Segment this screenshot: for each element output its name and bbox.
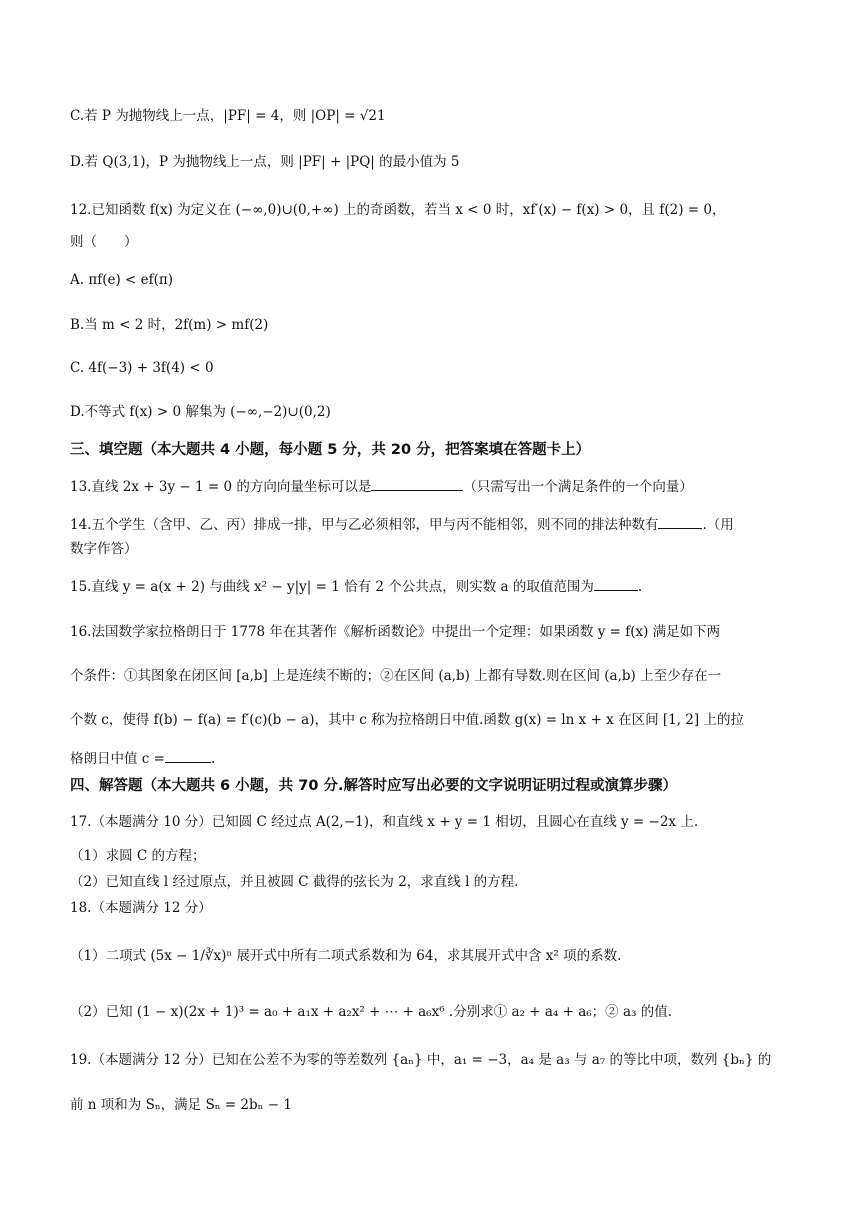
option-12c: C. 4f(−3) + 3f(4) < 0 bbox=[70, 360, 214, 376]
option-11d: D.若 Q(3,1)，P 为抛物线上一点，则 |PF| + |PQ| 的最小值为 5 bbox=[70, 154, 460, 170]
question-13: 13.直线 2x + 3y − 1 = 0 的方向向量坐标可以是 （只需写出一个满足条件的一个向量） bbox=[70, 476, 800, 497]
question-19-line2: 前 n 项和为 Sₙ，满足 Sₙ = 2bₙ − 1 bbox=[70, 1097, 292, 1113]
option-12b: B.当 m < 2 时，2f(m) > mf(2) bbox=[70, 317, 269, 333]
section-solution-heading: 四、解答题（本大题共 6 小题，共 70 分.解答时应写出必要的文字说明证明过程或演算步骤） bbox=[70, 778, 677, 794]
answer-blank bbox=[371, 476, 463, 491]
question-12-tail: 则（ ） bbox=[70, 234, 138, 250]
answer-blank bbox=[165, 748, 211, 763]
option-11c: C.若 P 为抛物线上一点，|PF| = 4，则 |OP| = √21 bbox=[70, 108, 386, 124]
option-12a: A. πf(e) < ef(π) bbox=[70, 272, 174, 288]
question-15: 15.直线 y = a(x + 2) 与曲线 x² − y|y| = 1 恰有 2 个公共点，则实数 a 的取值范围为 . bbox=[70, 576, 800, 597]
question-18: 18.（本题满分 12 分） bbox=[70, 900, 212, 916]
question-18-part1: （1）二项式 (5x − 1/∛x)ⁿ 展开式中所有二项式系数和为 64，求其展开式中含 x² 项的系数. bbox=[70, 948, 622, 964]
question-17-part1: （1）求圆 C 的方程； bbox=[70, 848, 206, 864]
question-19: 19.（本题满分 12 分）已知在公差不为零的等差数列 {aₙ} 中，a₁ = −3，a₄ 是 a₃ 与 a₇ 的等比中项，数列 {bₙ} 的 bbox=[70, 1052, 772, 1068]
answer-blank bbox=[658, 514, 702, 529]
question-16-line3: 个数 c，使得 f(b) − f(a) = f′(c)(b − a)，其中 c 称为拉格朗日中值.函数 g(x) = ln x + x 在区间 [1, 2] 上的拉 bbox=[70, 712, 744, 728]
section-fill-blank-heading: 三、填空题（本大题共 4 小题，每小题 5 分，共 20 分，把答案填在答题卡上） bbox=[70, 442, 591, 458]
question-18-part2: （2）已知 (1 − x)(2x + 1)³ = a₀ + a₁x + a₂x² + ⋯ + a₆x⁶ .分别求① a₂ + a₄ + a₆；② a₃ 的值. bbox=[70, 1004, 672, 1020]
question-16-line4: 格朗日中值 c = . bbox=[70, 748, 800, 769]
question-17: 17.（本题满分 10 分）已知圆 C 经过点 A(2,−1)，和直线 x + y = 1 相切，且圆心在直线 y = −2x 上. bbox=[70, 814, 699, 830]
answer-blank bbox=[594, 576, 638, 591]
question-14-tail: 数字作答） bbox=[70, 541, 138, 557]
option-12d: D.不等式 f(x) > 0 解集为 (−∞,−2)∪(0,2) bbox=[70, 404, 331, 420]
question-17-part2: （2）已知直线 l 经过原点，并且被圆 C 截得的弦长为 2，求直线 l 的方程. bbox=[70, 874, 519, 890]
question-16-line2: 个条件：①其图象在闭区间 [a,b] 上是连续不断的；②在区间 (a,b) 上都有导数.则在区间 (a,b) 上至少存在一 bbox=[70, 668, 722, 684]
question-16: 16.法国数学家拉格朗日于 1778 年在其著作《解析函数论》中提出一个定理：如果函数 y = f(x) 满足如下两 bbox=[70, 624, 721, 640]
question-14: 14.五个学生（含甲、乙、丙）排成一排，甲与乙必须相邻，甲与丙不能相邻，则不同的排法种数有 .（用 bbox=[70, 514, 800, 535]
question-12: 12.已知函数 f(x) 为定义在 (−∞,0)∪(0,+∞) 上的奇函数，若当 x < 0 时，xf′(x) − f(x) > 0，且 f(2) = 0， bbox=[70, 202, 726, 218]
